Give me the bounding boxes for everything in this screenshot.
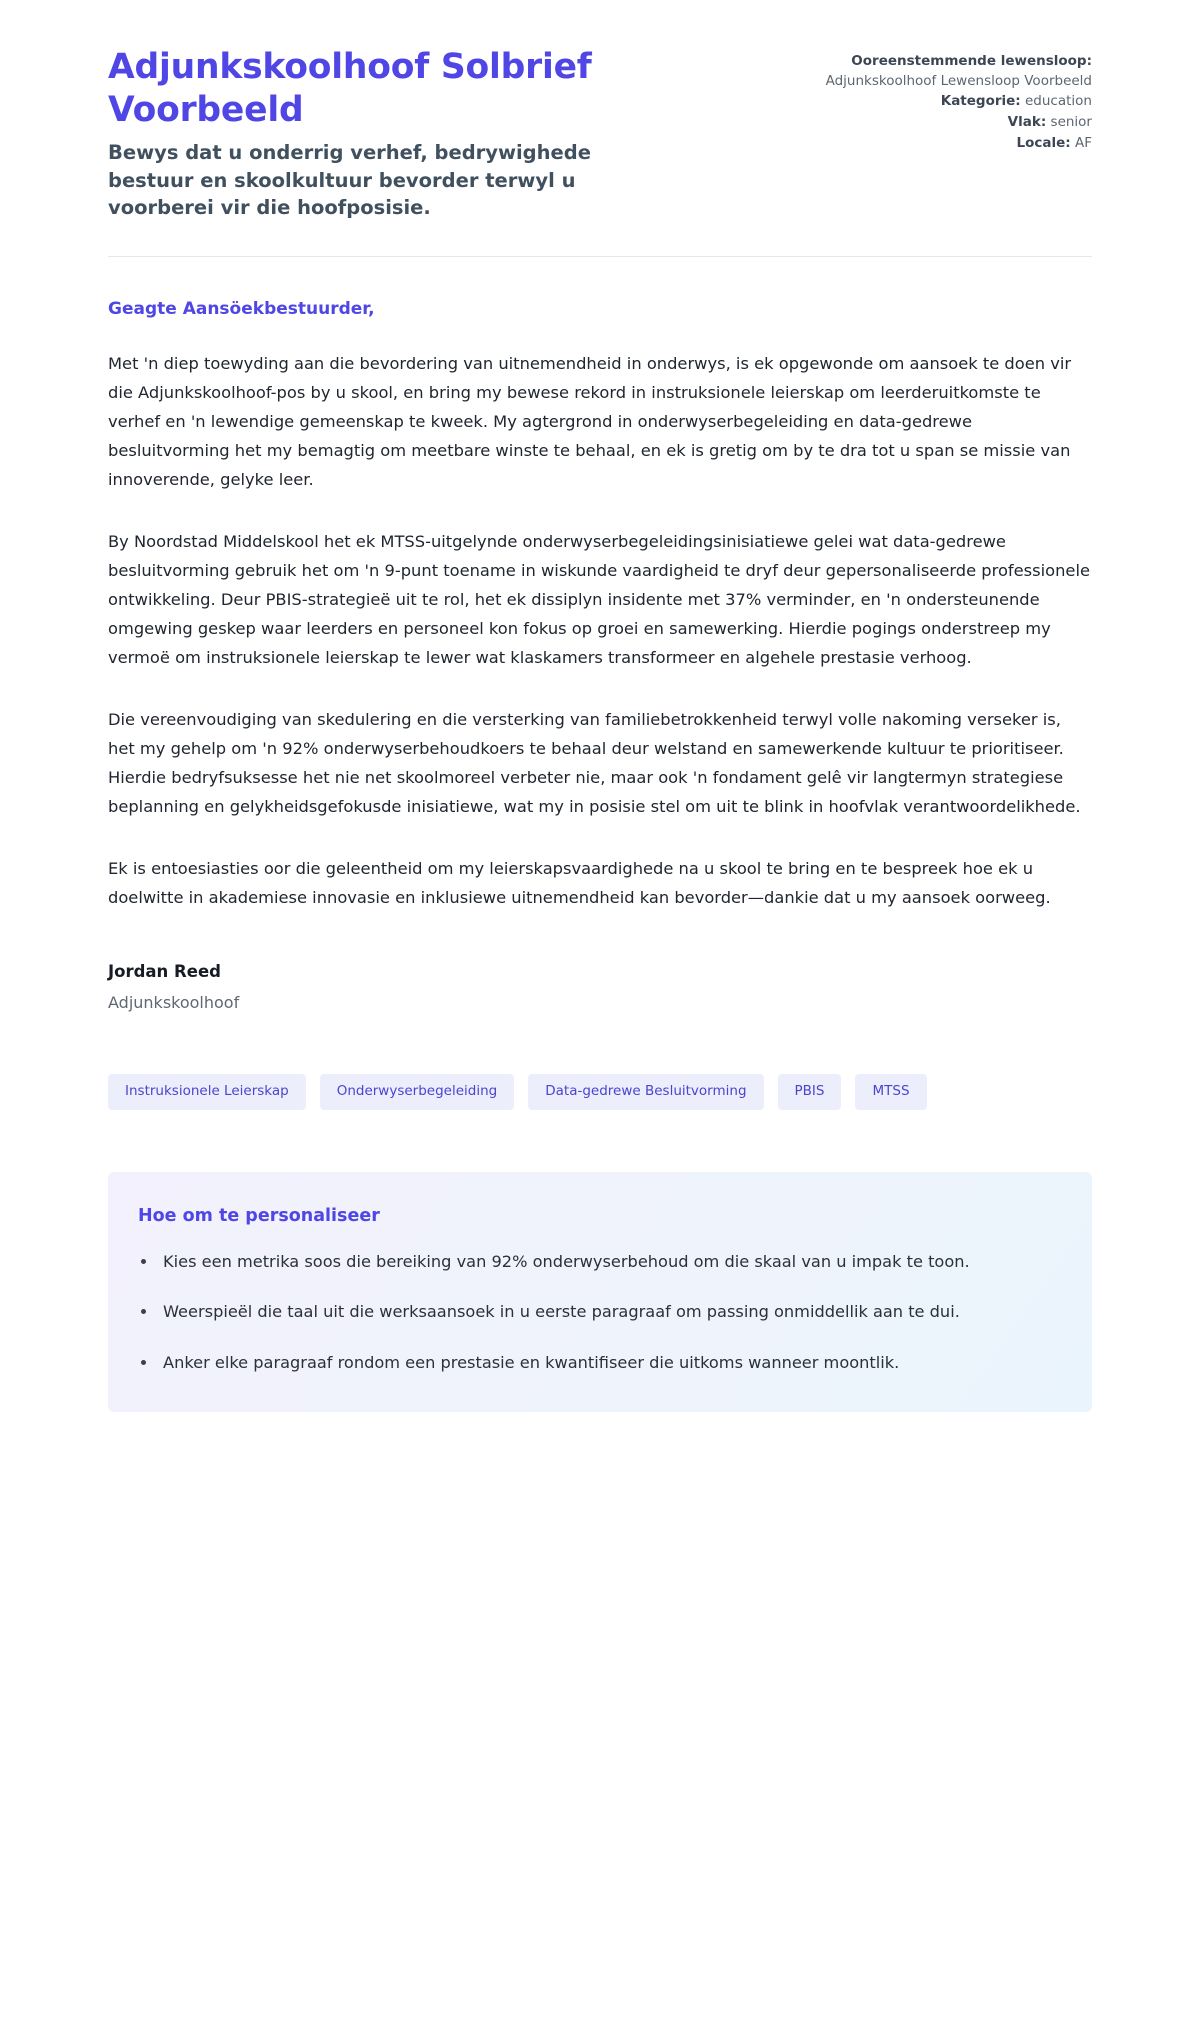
- tag-chip[interactable]: Data-gedrewe Besluitvorming: [528, 1074, 763, 1110]
- panel-tip-item: Kies een metrika soos die bereiking van 92% onderwyserbehoud om die skaal van u impak te toon.: [138, 1248, 1058, 1277]
- metadata-value: AF: [1074, 134, 1092, 151]
- signature-name: Jordan Reed: [108, 962, 221, 981]
- letter-paragraph-3: Die vereenvoudiging van skedulering en die versterking van familiebetrokkenheid terwyl volle nakoming verseker is, het my gehelp om 'n 92% onderwyserbehoudkoers te behaal deur welstand en samewerkende kultuur te prioritiseer. Hierdie bedryfsuksesse het nie net skoolmoreel verbeter nie, maar ook 'n fondament gelê vir langtermyn strategiese beplanning en gelykheidsgefokusde inisiatiewe, wat my in posisie stel om uit te blink in hoofvlak verantwoordelikhede.: [108, 710, 1081, 816]
- page-subtitle: Bewys dat u onderrig verhef, bedrywighede bestuur en skoolkultuur bevorder terwyl u voorberei vir die hoofposisie.: [108, 140, 591, 220]
- page-title: Adjunkskoolhoof Solbrief Voorbeeld: [108, 47, 592, 131]
- metadata-row-level: [822, 113, 1092, 133]
- document-metadata: [822, 46, 1092, 155]
- tag-chip[interactable]: Onderwyserbegeleiding: [320, 1074, 515, 1110]
- metadata-key: Vlak:: [1007, 114, 1047, 131]
- metadata-row-locale: [822, 134, 1092, 154]
- metadata-row-matching-resume: [822, 52, 1092, 91]
- letter-paragraph-1: Met 'n diep toewyding aan die bevordering van uitnemendheid in onderwys, is ek opgewonde om aansoek te doen vir die Adjunkskoolhoof-pos by u skool, en bring my bewese rekord in instruksionele leierskap om leerderuitkomste te verhef en 'n lewendige gemeenskap te kweek. My agtergrond in onderwyserbegeleiding en data-gedrewe besluitvorming het my bemagtig om meetbare winste te behaal, en ek is gretig om by te dra tot u span se missie van innoverende, gelyke leer.: [108, 354, 1072, 489]
- cover-letter-body: [108, 257, 1092, 1012]
- panel-tip-list: [138, 1248, 1058, 1378]
- metadata-row-category: [822, 92, 1092, 112]
- panel-tip-item: Anker elke paragraaf rondom een prestasie en kwantifiseer die uitkoms wanneer moontlik.: [138, 1349, 1058, 1378]
- metadata-key: Kategorie:: [940, 93, 1021, 110]
- signature-role: Adjunkskoolhoof: [108, 993, 240, 1012]
- signature-block: [108, 962, 1092, 1012]
- panel-tip-item: Weerspieël die taal uit die werksaansoek in u eerste paragraaf om passing onmiddellik aan te dui.: [138, 1298, 1058, 1327]
- letter-salutation: Geagte Aansöekbestuurder,: [108, 299, 375, 319]
- header-title-block: [108, 46, 768, 222]
- letter-paragraph-2: By Noordstad Middelskool het ek MTSS-uitgelynde onderwyserbegeleidingsinisiatiewe gelei wat data-gedrewe besluitvorming gebruik het om 'n 9-punt toename in wiskunde vaardigheid te dryf deur gepersonaliseerde professionele ontwikkeling. Deur PBIS-strategieë uit te rol, het ek dissiplyn insidente met 37% verminder, en 'n ondersteunende omgewing geskep waar leerders en personeel kon fokus op groei en samewerking. Hierdie pogings onderstreep my vermoë om instruksionele leierskap te lewer wat klaskamers transformeer en algehele prestasie verhoog.: [108, 532, 1090, 667]
- tag-chip[interactable]: MTSS: [855, 1074, 926, 1110]
- metadata-key: Ooreenstemmende lewensloop:: [851, 53, 1092, 69]
- letter-paragraph-4: Ek is entoesiasties oor die geleentheid om my leierskapsvaardighede na u skool te bring en te bespreek hoe ek u doelwitte in akademiese innovasie en inklusiewe uitnemendheid kan bevorder—dankie dat u my aansoek oorweeg.: [108, 859, 1051, 907]
- metadata-value: Adjunkskoolhoof Lewensloop Voorbeeld: [825, 72, 1092, 89]
- panel-title: Hoe om te personaliseer: [138, 1205, 380, 1226]
- tag-chip[interactable]: PBIS: [778, 1074, 842, 1110]
- metadata-value: senior: [1050, 114, 1092, 131]
- metadata-value: education: [1025, 93, 1092, 110]
- tag-list: [108, 1074, 1092, 1110]
- personalization-panel: [108, 1172, 1092, 1412]
- metadata-key: Locale:: [1016, 134, 1071, 151]
- document-header: [108, 46, 1092, 222]
- tag-chip[interactable]: Instruksionele Leierskap: [108, 1074, 306, 1110]
